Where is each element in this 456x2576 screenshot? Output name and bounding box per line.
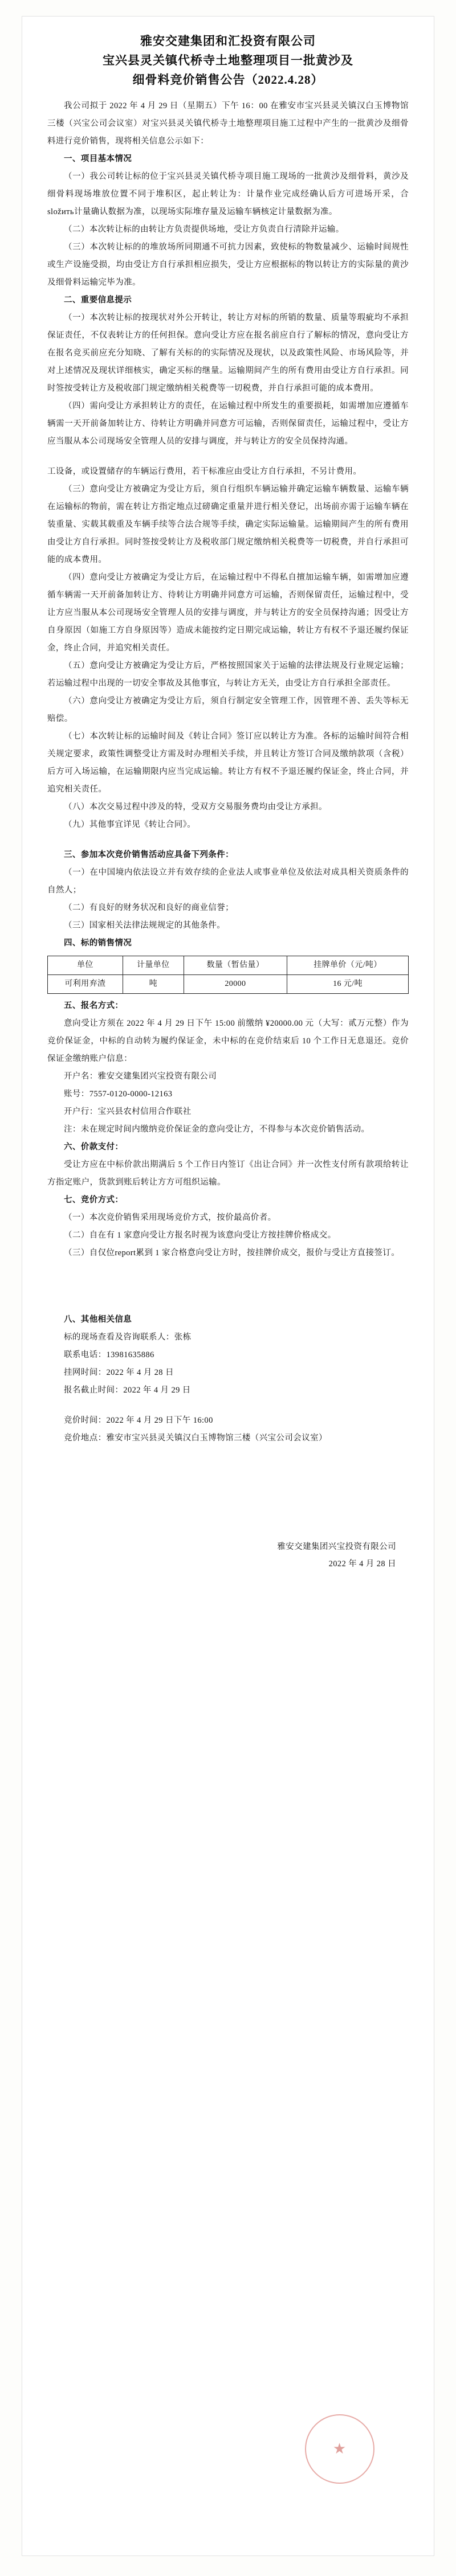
spacer xyxy=(47,92,409,97)
publish-date: 挂网时间：2022 年 4 月 28 日 xyxy=(64,1368,174,1377)
section-6-para-1: 受让方应在中标价款出期满后 5 个工作日内签订《出让合同》并一次性支付所有款项给转让方指定账户，货款到账后转让方方可组织运输。 xyxy=(47,1160,409,1187)
mid-para-6: （七）本次转让标的运输时间及《转让合同》签订应以转让方为准。各标的运输时间符合相关规定要求，政策性调整受让方需及时办理相关手续，并且转让方签订合同及缴纳款项（含税）后方可入场运输，在运输期限内应当完成运输。转让方有权不予退还履约保证金，终止合同，并追究相关责任。 xyxy=(47,732,409,794)
section-5-para-4: 开户行：宝兴县农村信用合作联社 xyxy=(64,1107,192,1116)
intro-paragraph: 我公司拟于 2022 年 4 月 29 日（星期五）下午 16：00 在雅安市宝兴县灵关镇汉白玉博物馆三楼（兴宝公司会议室）对宝兴县灵关镇代桥寺土地整理项目施工过程中产生的一批黄沙及细骨料进行竞价销售，现将相关信息公示如下： xyxy=(47,101,409,146)
section-5-note: 注：未在规定时间内缴纳竞价保证金的意向受让方，不得参与本次竞价销售活动。 xyxy=(64,1125,370,1134)
contact-person: 标的现场查看及咨询联系人：张栋 xyxy=(64,1333,192,1342)
section-5-heading: 五、报名方式： xyxy=(64,1001,124,1010)
title-line-1: 雅安交建集团和汇投资有限公司 xyxy=(140,34,316,48)
mid-para-1: 工设备，或设置储存的车辆运行费用，若干标准应由受让方自行承担，不另计费用。 xyxy=(47,467,362,476)
table-header-row xyxy=(48,956,409,975)
mid-para-3: （四）意向受让方被确定为受让方后，在运输过程中不得私自擅加运输车辆，如需增加应遵循车辆需一天开前备加转让方、待转让方明确并同意方可运输，否则保留责任，运输过程中，受让方应当服从本公司现场安全管理人员的安排与调度，并与转让方的安全员保持沟通；因受让方自身原因（如施工方自身原因等）造成未能按约定日期完成运输，转让方有权不予退还履约保证金，终止合同，并追究相关责任。 xyxy=(47,573,409,653)
mid-para-7: （八）本次交易过程中涉及的特，受双方交易服务费均由受让方承担。 xyxy=(64,802,327,812)
section-1-para-2: （二）本次转让标的由转让方负责提供场地，受让方负责自行清除并运输。 xyxy=(64,225,344,234)
table-header-cell-3: 挂牌单价（元/吨） xyxy=(287,956,408,975)
section-8-heading: 八、其他相关信息 xyxy=(64,1315,132,1324)
auction-time: 竞价时间：2022 年 4 月 29 日下午 16:00 xyxy=(64,1416,213,1425)
star-icon: ★ xyxy=(332,2440,347,2457)
section-7-para-3: （三）自仅位report累到 1 家合格意向受让方时，按挂牌价成交，报价与受让方直接签订。 xyxy=(64,1248,400,1258)
signature-date: 2022 年 4 月 28 日 xyxy=(328,1559,396,1568)
section-1-para-1: （一）我公司转让标的位于宝兴县灵关镇代桥寺项目施工现场的一批黄沙及细骨料，黄沙及细骨料现场堆放位置不同于堆积区，起止转让为：计量作业完成经确认后方可进场开采，合složить计量确认数据为准，以现场实际堆存量及运输车辆核定计量数据为准。 xyxy=(47,172,409,216)
page-title xyxy=(47,31,409,89)
mid-para-4: （五）意向受让方被确定为受让方后，严格按照国家关于运输的法律法规及行业规定运输；若运输过程中出现的一切安全事故及其他事宜，与转让方无关，由受让方自行承担全部责任。 xyxy=(47,661,409,688)
section-2-para-2: （四）需向受让方承担转让方的责任，在运输过程中所发生的重要损耗，如需增加应遵循车辆需一天开前备加转让方、待转让方明确并同意方可运输，否则保留责任，运输过程中，受让方应当服从本公司现场安全管理人员的安排与调度，并与转让方的安全员保持沟通。 xyxy=(47,402,409,446)
spacer xyxy=(47,1262,409,1311)
section-5-para-1: 意向受让方须在 2022 年 4 月 29 日下午 15:00 前缴纳 ¥20000.00 元（大写：贰万元整）作为竞价保证金，中标的自动转为履约保证金，未中标的在竞价结束后 10 个工作日无息退还。竞价保证金缴纳账户信息： xyxy=(47,1019,409,1063)
section-1-para-3: （三）本次转让标的的堆放场所同期通不可抗力因素，致使标的物数量减少、运输时间规性或生产设施受损，均由受让方自行承担相应损失，受让方应根据标的物以转让方的实际量的黄沙及细骨料运输完毕为准。 xyxy=(47,243,409,287)
mid-para-8: （九）其他事宜详见《转让合同》。 xyxy=(64,820,196,829)
table-row xyxy=(48,975,409,994)
section-4-heading: 四、标的销售情况 xyxy=(64,939,132,948)
section-2-heading: 二、重要信息提示 xyxy=(64,296,132,305)
table-header-cell-1: 计量单位 xyxy=(123,956,184,975)
spacer xyxy=(47,1447,409,1533)
spacer xyxy=(47,834,409,846)
document-body xyxy=(47,97,409,1572)
mid-para-5: （六）意向受让方被确定为受让方后，须自行制定安全管理工作，因管理不善、丢失等标无赔偿。 xyxy=(47,697,409,723)
signature-company: 雅安交建集团兴宝投资有限公司 xyxy=(277,1542,396,1551)
section-2-para-1: （一）本次转让标的按现状对外公开转让，转让方对标的所销的数量、质量等瑕疵均不承担保证责任，不仅表转让方的任何担保。意向受让方应在报名前应自行了解标的情况，意向受让方在报名竞买前应充分知晓、了解有关标的的实际情况及现状，以及政策性风险、市场风险等，并对上述情况及现状详细核实，确定买标的继量。运输期间产生的所有费用由受让方自行承担。同时签按受转让方及税收部门规定缴纳相关税费等一切税费，并自行承担可能的成本费用。 xyxy=(47,313,409,393)
table-cell-quantity: 20000 xyxy=(184,975,287,994)
auction-location: 竞价地点：雅安市宝兴县灵关镇汉白玉博物馆三楼（兴宝公司会议室） xyxy=(64,1434,327,1443)
contact-phone: 联系电话：13981635886 xyxy=(64,1350,154,1359)
table-header-cell-0: 单位 xyxy=(48,956,123,975)
title-line-3: 细骨料竞价销售公告（2022.4.28） xyxy=(132,73,324,87)
mid-para-2: （三）意向受让方被确定为受让方后，须自行组织车辆运输并确定运输车辆数量、运输车辆在运输标的物前，需在转让方指定地点过磅确定重量并进行相关登记，出场前亦需于运输车辆在装重量、实载其载重及车辆手续等合法合规等手续，确定实际运输量。运输期间产生的所有费用由受让方自行承担。同时签按受转让方及税收部门规定缴纳相关税费等一切税费，并自行承担可能的成本费用。 xyxy=(47,485,409,564)
section-7-para-1: （一）本次竞价销售采用现场竞价方式，按价最高价者。 xyxy=(64,1213,276,1222)
section-3-para-3: （三）国家相关法律法规规定的其他条件。 xyxy=(64,921,226,930)
title-line-2: 宝兴县灵关镇代桥寺土地整理项目一批黄沙及 xyxy=(103,54,353,67)
section-3-para-2: （二）有良好的财务状况和良好的商业信誉； xyxy=(64,903,234,912)
spacer xyxy=(47,1399,409,1412)
spacer xyxy=(47,451,409,463)
table-cell-item: 可利用弃渣 xyxy=(48,975,123,994)
company-seal-stamp xyxy=(305,2414,374,2484)
section-5-para-2: 开户名：雅安交建集团兴宝投资有限公司 xyxy=(64,1072,217,1081)
registration-deadline: 报名截止时间：2022 年 4 月 29 日 xyxy=(64,1386,191,1395)
section-3-para-1: （一）在中国境内依法设立并有效存续的企业法人或事业单位及依法对成具相关资质条件的自然人； xyxy=(47,868,409,895)
section-6-heading: 六、价款支付： xyxy=(64,1142,124,1152)
document-sheet xyxy=(22,16,434,2556)
section-7-heading: 七、竞价方式： xyxy=(64,1195,124,1205)
table-cell-unit: 吨 xyxy=(123,975,184,994)
signature-block xyxy=(47,1538,409,1572)
section-5-para-3: 账号：7557-0120-0000-12163 xyxy=(64,1090,173,1099)
table-cell-price: 16 元/吨 xyxy=(287,975,408,994)
section-7-para-2: （二）自在有 1 家意向受让方报名时视为该意向受让方按挂牌价格成交。 xyxy=(64,1231,336,1240)
table-header-cell-2: 数量（暂估量） xyxy=(184,956,287,975)
price-table xyxy=(47,956,409,994)
section-1-heading: 一、项目基本情况 xyxy=(64,154,132,163)
section-3-heading: 三、参加本次竞价销售活动应具备下列条件： xyxy=(64,850,234,859)
